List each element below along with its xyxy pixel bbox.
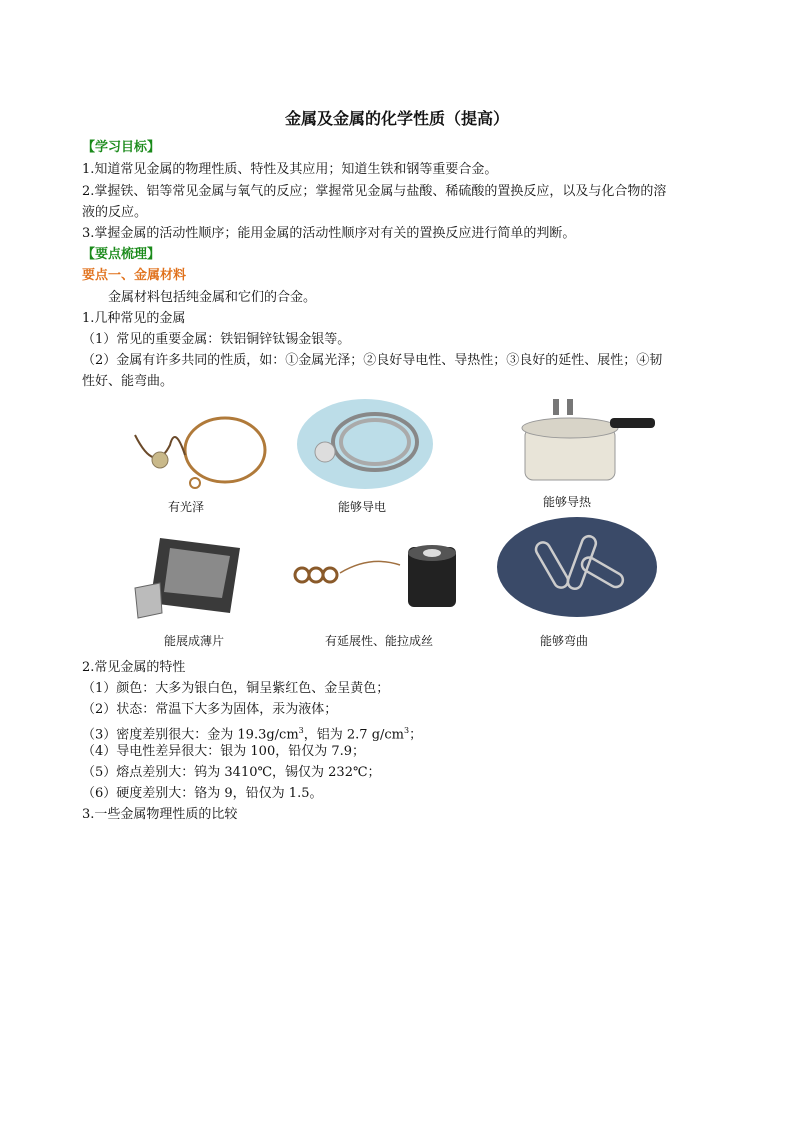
sub1-item: （2）金属有许多共同的性质，如：①金属光泽；②良好导电性、导热性；③良好的延性、展性；④韧 (82, 353, 663, 368)
objective-line: 1.知道常见金属的物理性质、特性及其应用；知道生铁和钢等重要合金。 (82, 162, 498, 177)
key-points-header: 【要点梳理】 (82, 247, 161, 262)
sub1-item: （1）常见的重要金属：铁铝铜锌钛锡金银等。 (82, 332, 351, 347)
density-exponent: 3 (404, 726, 410, 735)
caption-sheet: 能展成薄片 (164, 634, 225, 648)
sub2-item: （2）状态：常温下大多为固体，汞为液体； (82, 702, 338, 717)
objective-line: 液的反应。 (82, 205, 148, 220)
objective-line: 3.掌握金属的活动性顺序；能用金属的活动性顺序对有关的置换反应进行简单的判断。 (82, 226, 576, 241)
density-text: （3）密度差别很大：金为 19.3g/cm (82, 727, 299, 743)
sub2-item: （1）颜色：大多为银白色，铜呈紫红色、金呈黄色； (82, 681, 390, 696)
density-text: ，铝为 2.7 g/cm (303, 727, 405, 743)
point1-header: 要点一、金属材料 (82, 268, 187, 283)
sub1-title: 1.几种常见的金属 (82, 311, 186, 326)
foil-image (130, 528, 250, 623)
sub2-item: （6）硬度差别大：铬为 9，铅仅为 1.5。 (82, 786, 323, 801)
caption-conductive: 能够导电 (338, 500, 387, 514)
wire-spool-image (280, 535, 470, 615)
objective-line: 2.掌握铁、铝等常见金属与氧气的反应；掌握常见金属与盐酸、稀硫酸的置换反应，以及与化合物的溶 (82, 184, 667, 199)
density-exponent: 3 (298, 726, 304, 735)
caption-wire: 有延展性、能拉成丝 (325, 634, 434, 648)
sub2-item: （4）导电性差异很大：银为 100，铅仅为 7.9； (82, 744, 366, 759)
sub2-title: 2.常见金属的特性 (82, 660, 186, 675)
caption-heat: 能够导热 (543, 495, 592, 509)
sub2-item: （5）熔点差别大：钨为 3410℃，锡仅为 232℃； (82, 765, 381, 780)
point1-intro: 金属材料包括纯金属和它们的合金。 (108, 290, 317, 305)
caption-luster: 有光泽 (168, 500, 205, 514)
page-title: 金属及金属的化学性质（提高） (284, 109, 509, 128)
paperclips-image (495, 515, 660, 620)
pressure-cooker-image (505, 393, 660, 485)
objectives-header: 【学习目标】 (82, 140, 161, 155)
caption-bend: 能够弯曲 (540, 634, 589, 648)
sub1-item: 性好、能弯曲。 (82, 374, 174, 389)
cable-image (295, 397, 435, 492)
sub3-title: 3.一些金属物理性质的比较 (82, 807, 238, 822)
jewelry-image (115, 405, 285, 495)
density-text: ； (409, 727, 423, 743)
